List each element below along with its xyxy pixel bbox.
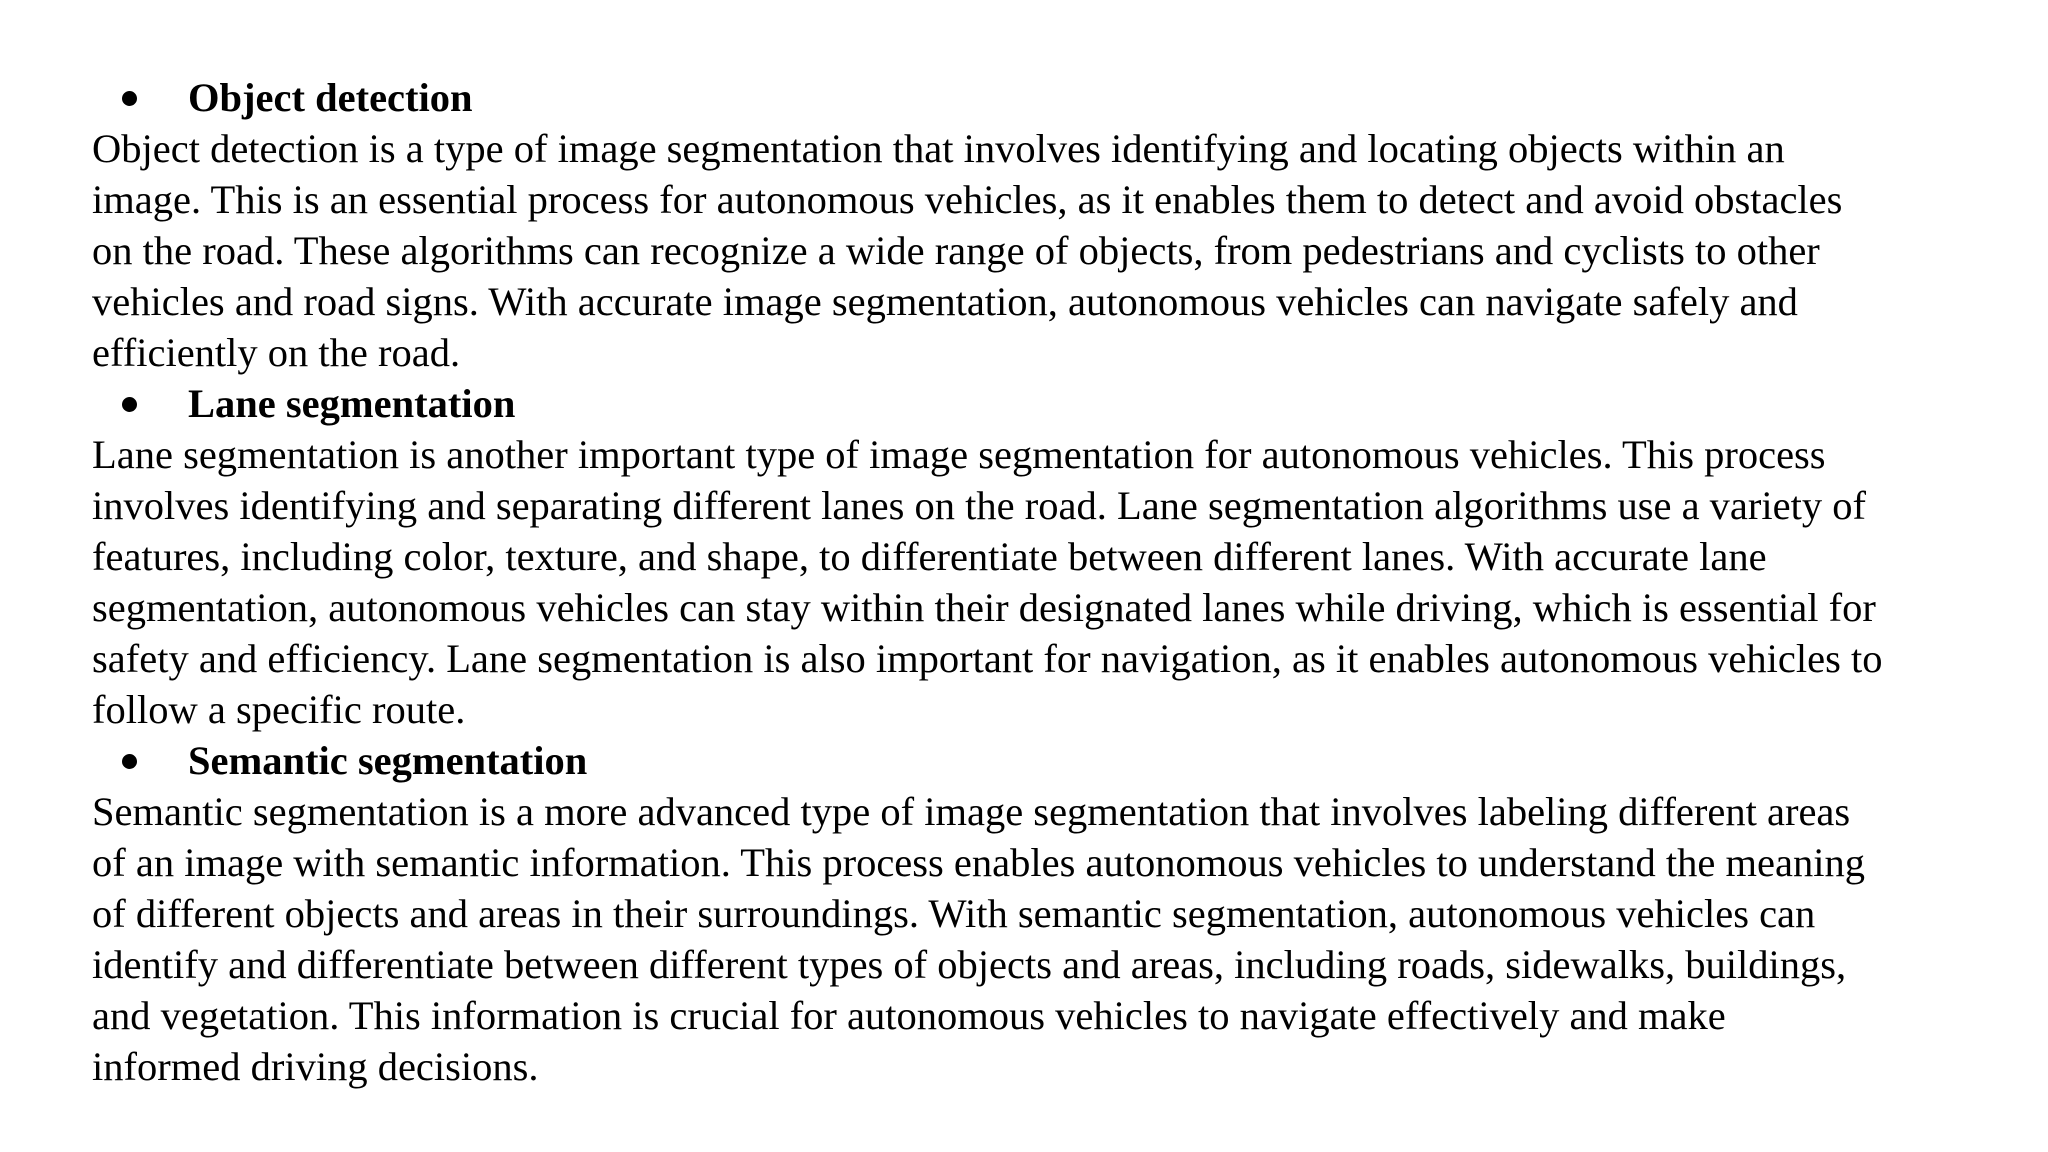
paragraph-line: of different objects and areas in their surroundings. With semantic segmentation, autonomous vehicles can — [92, 891, 1816, 936]
bullet-icon — [122, 397, 137, 412]
paragraph-line: efficiently on the road. — [92, 330, 461, 375]
section-heading — [92, 735, 1992, 786]
paragraph-line: Semantic segmentation is a more advanced type of image segmentation that involves labeling different areas — [92, 789, 1851, 834]
section-paragraph — [92, 123, 1992, 378]
paragraph-line: identify and differentiate between different types of objects and areas, including roads, sidewalks, buildings, — [92, 942, 1847, 987]
heading-text: Semantic segmentation — [188, 738, 588, 783]
paragraph-line: on the road. These algorithms can recognize a wide range of objects, from pedestrians and cyclists to other — [92, 228, 1820, 273]
paragraph-line: follow a specific route. — [92, 687, 466, 732]
heading-text: Object detection — [188, 75, 473, 120]
document-body — [92, 72, 1992, 1092]
paragraph-line: features, including color, texture, and shape, to differentiate between different lanes. With accurate lane — [92, 534, 1767, 579]
paragraph-line: segmentation, autonomous vehicles can stay within their designated lanes while driving, which is essential for — [92, 585, 1876, 630]
section-paragraph — [92, 786, 1992, 1092]
bullet-icon — [122, 91, 137, 106]
paragraph-line: of an image with semantic information. This process enables autonomous vehicles to understand the meaning — [92, 840, 1865, 885]
paragraph-line: and vegetation. This information is crucial for autonomous vehicles to navigate effectively and make — [92, 993, 1726, 1038]
paragraph-line: involves identifying and separating different lanes on the road. Lane segmentation algorithms use a variety of — [92, 483, 1866, 528]
bullet-icon — [122, 754, 137, 769]
paragraph-line: vehicles and road signs. With accurate image segmentation, autonomous vehicles can navigate safely and — [92, 279, 1798, 324]
paragraph-line: safety and efficiency. Lane segmentation is also important for navigation, as it enables autonomous vehicles to — [92, 636, 1883, 681]
paragraph-line: Object detection is a type of image segmentation that involves identifying and locating objects within an — [92, 126, 1785, 171]
section-object-detection — [92, 72, 1992, 378]
section-heading — [92, 378, 1992, 429]
paragraph-line: image. This is an essential process for autonomous vehicles, as it enables them to detect and avoid obstacles — [92, 177, 1843, 222]
section-semantic-segmentation — [92, 735, 1992, 1092]
paragraph-line: informed driving decisions. — [92, 1044, 539, 1089]
paragraph-line: Lane segmentation is another important type of image segmentation for autonomous vehicles. This process — [92, 432, 1826, 477]
section-lane-segmentation — [92, 378, 1992, 735]
section-paragraph — [92, 429, 1992, 735]
section-heading — [92, 72, 1992, 123]
heading-text: Lane segmentation — [188, 381, 516, 426]
